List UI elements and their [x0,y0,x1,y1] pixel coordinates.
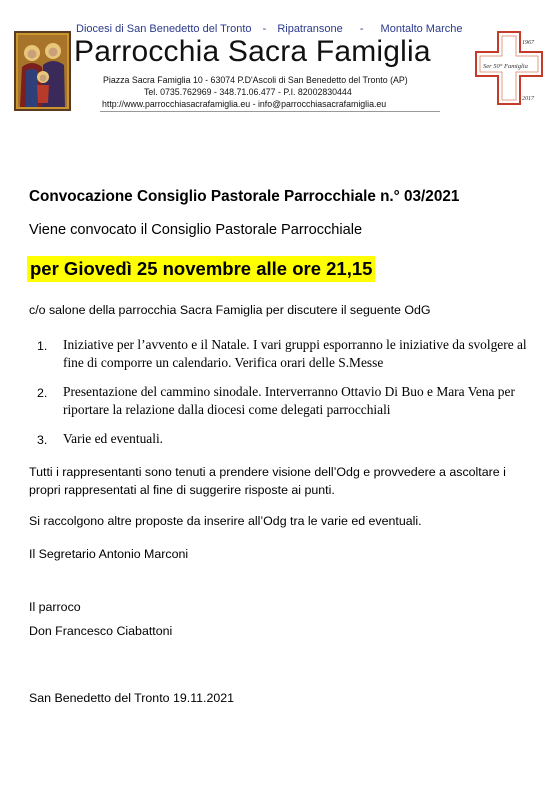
parroco-name: Don Francesco Ciabattoni [29,624,173,638]
anniversary-cross-logo [474,30,544,106]
agenda-item-text: Varie ed eventuali. [63,431,164,446]
proposals-paragraph: Si raccolgono altre proposte da inserire all’Odg tra le varie ed eventuali. [29,514,422,528]
logo-year-end: 2017 [522,96,534,102]
address-line: Piazza Sacra Famiglia 10 - 63074 P.D'Ascoli di San Benedetto del Tronto (AP) [103,75,408,85]
separator: - [359,23,364,35]
agenda-item-text: Iniziative per l’avvento e il Natale. I vari gruppi esporranno le iniziative da svolgere al fine di comporre un calendario. Verifica orari delle S.Messe [63,337,527,370]
representatives-paragraph: Tutti i rappresentanti sono tenuti a prendere visione dell’Odg e provvedere a ascoltare i propri rappresentati al fine di suggerire risposte ai punti. [29,465,506,497]
separator: - [262,23,267,35]
location-text: c/o salone della parrocchia Sacra Famiglia per discutere il seguente OdG [29,303,431,317]
place-date: San Benedetto del Tronto 19.11.2021 [29,691,235,705]
agenda-item-number: 2. [37,386,48,400]
agenda-item-text: Presentazione del cammino sinodale. Interverranno Ottavio Di Buo e Mara Vena per riportare la relazione dalla diocesi come delegati parrocchiali [63,384,515,417]
contacts-line: Tel. 0735.762969 - 348.71.06.477 - P.I. 82002830444 [144,87,352,97]
diocese-line [76,23,476,35]
holy-family-icon [14,31,71,111]
logo-year-start: 1967 [522,40,534,46]
diocese-name: Diocesi di San Benedetto del Tronto [76,23,252,35]
web-line: http://www.parrocchiasacrafamiglia.eu - info@parrocchiasacrafamiglia.eu [102,99,387,109]
parish-title: Parrocchia Sacra Famiglia [74,35,431,68]
intro-text: Viene convocato il Consiglio Pastorale Parrocchiale [29,222,363,238]
header-divider [100,111,440,112]
document-title: Convocazione Consiglio Pastorale Parrocchiale n.° 03/2021 [29,188,460,205]
agenda-item-number: 3. [37,433,48,447]
agenda-item-number: 1. [37,339,48,353]
logo-motto: Ser 50° Famiglia [483,63,528,70]
parroco-label: Il parroco [29,600,81,614]
diocese-town-montalto: Montalto Marche [380,23,463,35]
secretary-signature: Il Segretario Antonio Marconi [29,547,189,561]
diocese-town-ripatransone: Ripatransone [277,23,343,35]
meeting-date-highlight: per Giovedì 25 novembre alle ore 21,15 [27,256,375,282]
